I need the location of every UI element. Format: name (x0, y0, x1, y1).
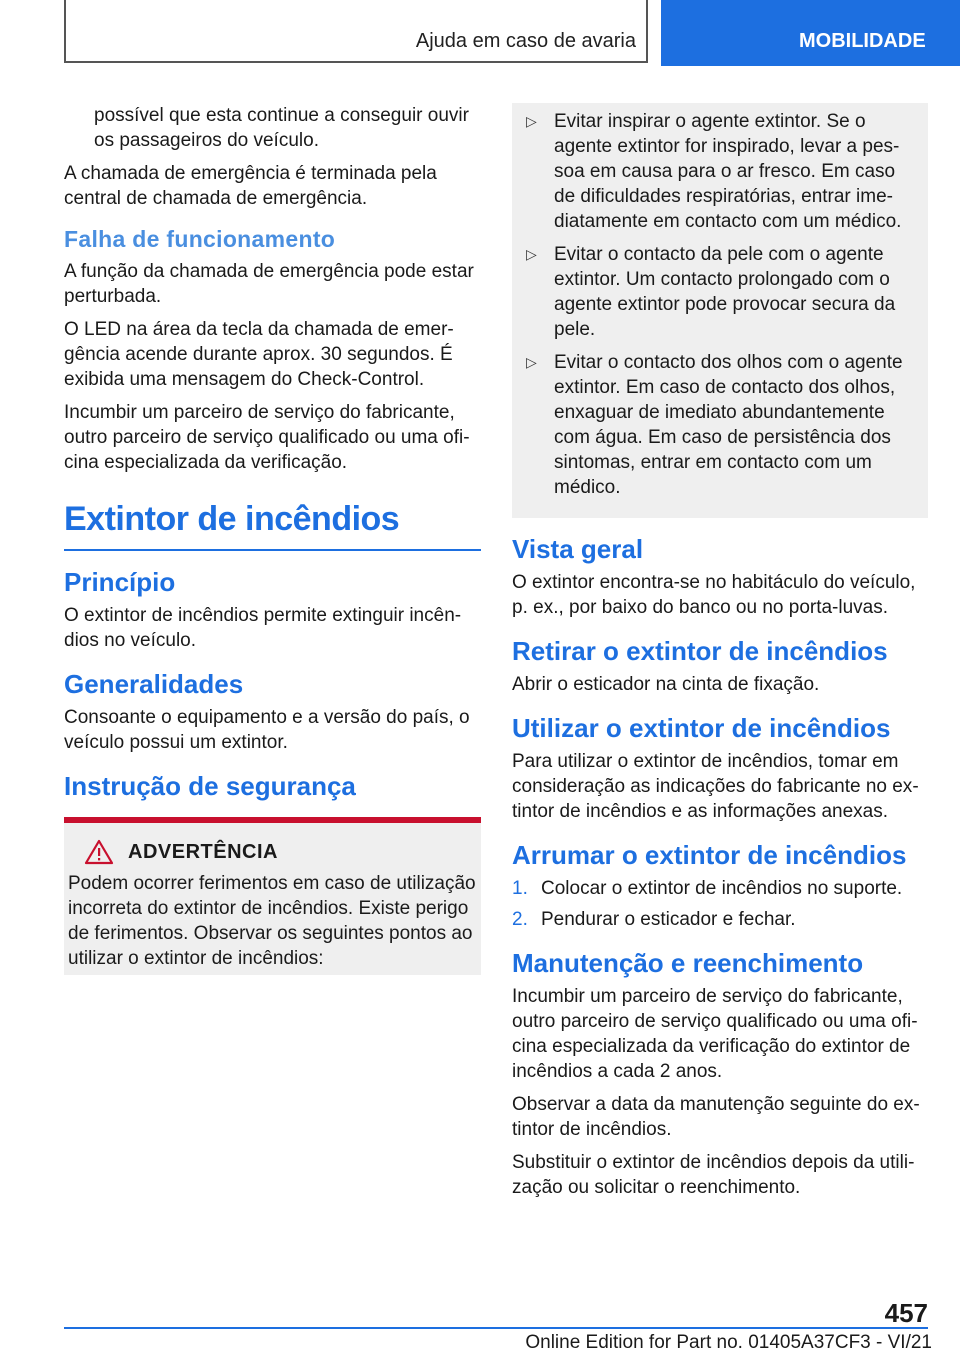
right-column (512, 103, 928, 1208)
step-number: 2. (512, 909, 528, 930)
malfunction-heading: Falha de funcionamento (64, 226, 336, 252)
use-text: Para utilizar o extintor de incêndios, tomar em consideração as indicações do fabricante no extintor de incêndios e as informações anexas. (512, 751, 919, 822)
left-column (64, 103, 481, 975)
use-heading: Utilizar o extintor de incêndios (512, 713, 891, 743)
triangle-right-icon: ▷ (526, 113, 537, 129)
list-item (526, 350, 920, 500)
triangle-right-icon: ▷ (526, 246, 537, 262)
general-text: Consoante o equipamento e a versão do país, o veículo possui um extintor. (64, 707, 470, 753)
overview-text: O extintor encontra-se no habitáculo do veículo, p. ex., por baixo do banco ou no porta-luvas. (512, 572, 916, 618)
list-item (526, 242, 920, 342)
extinguisher-heading: Extintor de incêndios (64, 499, 481, 551)
malfunction-paragraph-3: Incumbir um parceiro de serviço do fabricante, outro parceiro de serviço qualificado ou uma oficina especializada da verificação. (64, 402, 470, 473)
bullet-text: Evitar inspirar o agente extintor. Se o agente extintor for inspirado, levar a pessoa em causa para o ar fresco. Em caso de dificuldades respiratórias, entrar imediatamente em contacto com um médico. (554, 111, 902, 232)
store-heading: Arrumar o extintor de incêndios (512, 840, 907, 870)
chapter-tab[interactable]: MOBILIDADE (661, 0, 960, 66)
principle-text: O extintor de incêndios permite extinguir incêndios no veículo. (64, 605, 462, 651)
store-steps (512, 876, 928, 932)
malfunction-paragraph-1: A função da chamada de emergência pode estar perturbada. (64, 261, 474, 307)
list-item (526, 109, 920, 234)
intro-end: A chamada de emergência é terminada pela central de chamada de emergência. (64, 163, 437, 209)
remove-text: Abrir o esticador na cinta de fixação. (512, 674, 820, 695)
warning-title-row (68, 839, 477, 865)
warning-text: Podem ocorrer ferimentos em caso de utilização incorreta do extintor de incêndios. Existe perigo de ferimentos. Observar os seguintes pontos ao utilizar o extintor de incêndios: (68, 873, 476, 969)
bullet-text: Evitar o contacto dos olhos com o agente extintor. Em caso de contacto dos olhos, enxaguar de imediato abundantemente com água. Em caso de persistência dos sintomas, entrar em contacto com um médico. (554, 352, 903, 498)
warning-box (64, 817, 481, 975)
section-title: Ajuda em caso de avaria (415, 30, 636, 52)
step-text: Colocar o extintor de incêndios no suporte. (541, 878, 903, 899)
step-number: 1. (512, 878, 528, 899)
bullet-text: Evitar o contacto da pele com o agente extintor. Um contacto prolongado com o agente extintor pode provocar secura da pele. (554, 244, 896, 340)
list-item (512, 876, 928, 901)
intro-continued: possível que esta continue a conseguir ouvir os passageiros do veículo. (94, 105, 469, 151)
page-number: 457 (884, 1298, 928, 1328)
maintenance-paragraph-2: Observar a data da manutenção seguinte do extintor de incêndios. (512, 1094, 920, 1140)
malfunction-paragraph-2: O LED na área da tecla da chamada de emergência acende durante aprox. 30 segundos. É exibida uma mensagem do Check-Control. (64, 319, 454, 390)
warning-title: ADVERTÊNCIA (128, 840, 278, 863)
safety-bullets-box (512, 103, 928, 518)
list-item (512, 907, 928, 932)
step-text: Pendurar o esticador e fechar. (541, 909, 796, 930)
edition-text: Online Edition for Part no. 01405A37CF3 - VI/21 (525, 1332, 932, 1353)
maintenance-paragraph-3: Substituir o extintor de incêndios depois da utilização ou solicitar o reenchimento. (512, 1152, 915, 1198)
principle-heading: Princípio (64, 567, 176, 597)
maintenance-paragraph-1: Incumbir um parceiro de serviço do fabricante, outro parceiro de serviço qualificado ou uma oficina especializada da verificação do extintor de incêndios a cada 2 anos. (512, 986, 918, 1082)
remove-heading: Retirar o extintor de incêndios (512, 636, 888, 666)
triangle-right-icon: ▷ (526, 354, 537, 370)
general-heading: Generalidades (64, 669, 244, 699)
warning-triangle-icon (84, 839, 114, 865)
maintenance-heading: Manutenção e reenchimento (512, 948, 864, 978)
overview-heading: Vista geral (512, 534, 644, 564)
safety-heading: Instrução de segurança (64, 771, 356, 801)
footer-divider (64, 1327, 928, 1329)
page-header (0, 0, 960, 66)
